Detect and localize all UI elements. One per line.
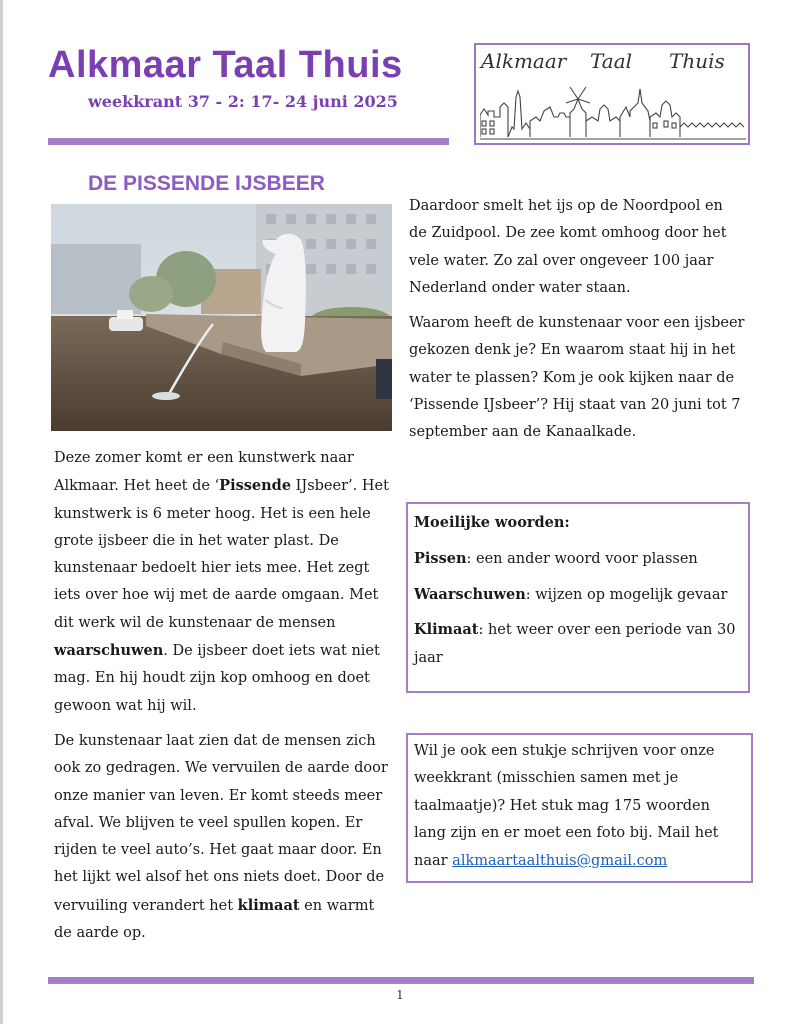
- glossary-entry: [414, 616, 742, 672]
- logo: [474, 43, 750, 145]
- alkmaar-skyline-icon: [480, 77, 748, 141]
- glossary-term: Waarschuwen: [414, 585, 526, 603]
- glossary-definition: : een ander woord voor plassen: [466, 551, 698, 568]
- glossary-term: Pissen: [414, 550, 467, 568]
- logo-word-2: Taal: [590, 49, 633, 73]
- footer-divider: [48, 977, 754, 984]
- difficult-words-box: [406, 502, 750, 693]
- difficult-words-heading: Moeilijke woorden:: [414, 514, 570, 531]
- text-run: IJsbeer’. Het kunstwerk is 6 meter hoog. Het is een hele grote ijsbeer die in het water plast. De kunstenaar bedoelt hier iets mee. Het zegt iets over hoe wij met de aarde omgaan. Met dit werk wil de kunstenaar de mensen: [54, 478, 389, 631]
- text-run: en warmt de aarde op.: [54, 897, 375, 942]
- submission-call-body: Wil je ook een stukje schrijven voor onze weekkrant (misschien samen met je taalmaatje)? Het stuk mag 175 woorden lang zijn en er moet een foto bij. Mail het naar: [414, 743, 719, 869]
- polar-bear-statue-photo: [51, 204, 392, 431]
- article-paragraph-1: [54, 445, 390, 720]
- glossary-entry: [414, 545, 742, 573]
- logo-word-3: Thuis: [669, 49, 725, 73]
- text-run: De kunstenaar laat zien dat de mensen zich ook zo gedragen. We vervuilen de aarde door onze manier van leven. Er komt steeds meer afval. We blijven te veel spullen kopen. Er rijden te veel auto’s. Het gaat maar door. En het lijkt wel alsof het ons niets doet. Door de vervuiling verandert het: [54, 732, 388, 914]
- logo-word-1: Alkmaar: [481, 49, 567, 73]
- submission-call-box: [406, 733, 753, 883]
- glossary-entry: [414, 581, 742, 609]
- glossary-definition: : wijzen op mogelijk gevaar: [525, 586, 728, 603]
- submission-call-text: [414, 738, 745, 875]
- masthead-title: Alkmaar Taal Thuis: [48, 44, 403, 86]
- text-run: . De ijsbeer doet iets wat niet mag. En hij houdt zijn kop omhoog en doet gewoon wat hij wil.: [54, 643, 380, 714]
- bold-term: waarschuwen: [54, 642, 164, 660]
- article-paragraph-4: Waarom heeft de kunstenaar voor een ijsbeer gekozen denk je? En waarom staat hij in het water te plassen? Kom je ook kijken naar de ‘Pissende IJsbeer’? Hij staat van 20 juni tot 7 september aan de Kanaalkade.: [409, 315, 745, 441]
- glossary-term: Klimaat: [414, 621, 479, 639]
- article-paragraph-2: [54, 728, 390, 947]
- page-number: 1: [396, 988, 404, 1002]
- article-paragraph-3: Daardoor smelt het ijs op de Noordpool en de Zuidpool. De zee komt omhoog door het vele water. Zo zal over ongeveer 100 jaar Nederland onder water staan.: [409, 198, 727, 296]
- article-left-column: [54, 445, 390, 955]
- bold-term: Pissende: [219, 477, 292, 495]
- page-edge: [0, 0, 3, 1024]
- masthead-subtitle: weekkrant 37 - 2: 17- 24 juni 2025: [88, 92, 398, 111]
- article-headline: DE PISSENDE IJSBEER: [88, 172, 325, 195]
- bold-term: klimaat: [237, 896, 300, 914]
- glossary-definition: : het weer over een periode van 30 jaar: [414, 622, 736, 666]
- header-divider: [48, 138, 449, 145]
- article-right-column: [409, 193, 745, 455]
- email-link[interactable]: alkmaartaalthuis@gmail.com: [452, 852, 668, 869]
- text-run: Deze zomer komt er een kunstwerk naar Alkmaar. Het heet de ‘: [54, 450, 354, 495]
